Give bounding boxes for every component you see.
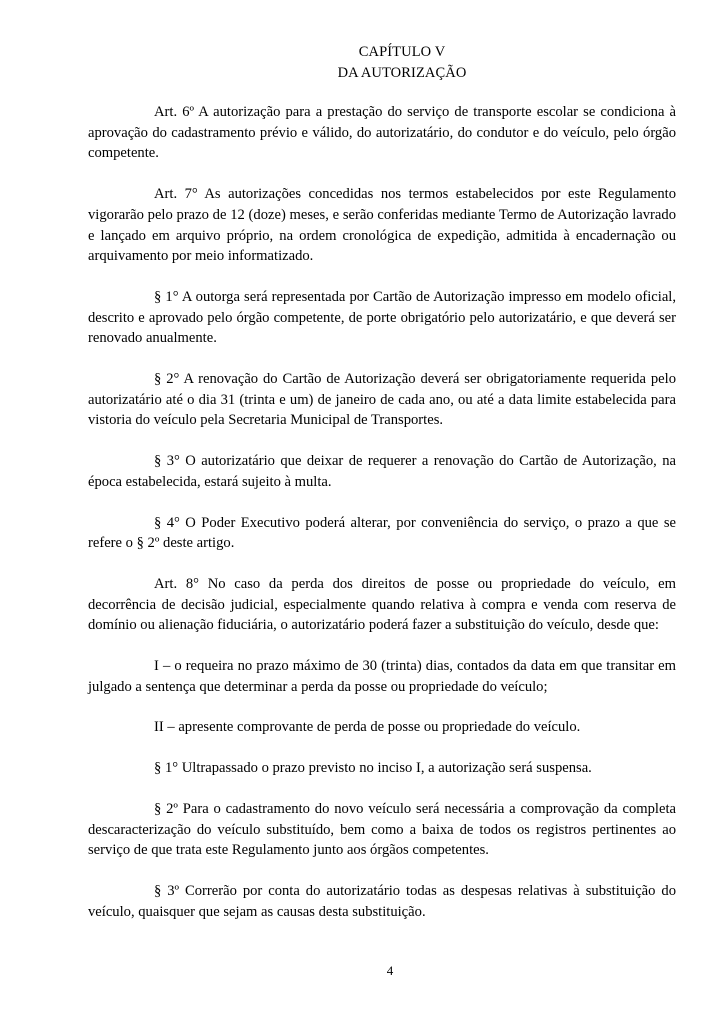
chapter-title: CAPÍTULO V	[358, 44, 446, 60]
art-8-section-3: § 3º Correrão por conta do autorizatário todas as despesas relativas à substituição do veículo, quaisquer que sejam as causas desta substituição.	[88, 882, 676, 920]
art-8-item-1: I – o requeira no prazo máximo de 30 (trinta) dias, contados da data em que transitar em julgado a sentença que determinar a perda da posse ou propriedade do veículo;	[88, 658, 676, 695]
chapter-subject: DA AUTORIZAÇÃO	[337, 65, 467, 81]
art-8-item-2: II – apresente comprovante de perda de posse ou propriedade do veículo.	[154, 719, 581, 736]
art-7-section-1: § 1° A outorga será representada por Cartão de Autorização impresso em modelo oficial, descrito e aprovado pelo órgão competente, de porte obrigatório pelo autorizatário, e que deverá ser renovado anualmente.	[88, 288, 676, 347]
art-7-section-2: § 2° A renovação do Cartão de Autorização deverá ser obrigatoriamente requerida pelo autorizatário até o dia 31 (trinta e um) de janeiro de cada ano, ou até a data limite estabelecida para vistoria do veículo pela Secretaria Municipal de Transportes.	[88, 371, 676, 429]
art-7-section-4: § 4° O Poder Executivo poderá alterar, por conveniência do serviço, o prazo a que se refere o § 2º deste artigo.	[88, 514, 676, 552]
art-8-section-2: § 2º Para o cadastramento do novo veículo será necessária a comprovação da completa descaracterização do veículo substituído, bem como a baixa de todos os registros pertinentes ao serviço de que trata este Regulamento junto aos órgãos competentes.	[88, 800, 676, 859]
art-7-section-3: § 3° O autorizatário que deixar de requerer a renovação do Cartão de Autorização, na época estabelecida, estará sujeito à multa.	[88, 453, 676, 490]
art-7-paragraph: Art. 7° As autorizações concedidas nos termos estabelecidos por este Regulamento vigorarão pelo prazo de 12 (doze) meses, e serão conferidas mediante Termo de Autorização lavrado e lançado em arquivo próprio, na ordem cronológica de expedição, admitida à encadernação ou arquivamento por meio informatizado.	[88, 186, 676, 265]
art-8-section-1: § 1° Ultrapassado o prazo previsto no inciso I, a autorização será suspensa.	[154, 760, 592, 777]
page-number: 4	[386, 963, 394, 978]
chapter-heading	[88, 42, 676, 84]
art-6-paragraph: Art. 6º A autorização para a prestação do serviço de transporte escolar se condiciona à aprovação do cadastramento prévio e válido, do autorizatário, do condutor e do veículo, pelo órgão competente.	[88, 104, 676, 162]
art-8-paragraph: Art. 8° No caso da perda dos direitos de posse ou propriedade do veículo, em decorrência de decisão judicial, especialmente quando relativa à compra e venda com reserva de domínio ou alienação fiduciária, o autorizatário poderá fazer a substituição do veículo, desde que:	[88, 575, 676, 634]
